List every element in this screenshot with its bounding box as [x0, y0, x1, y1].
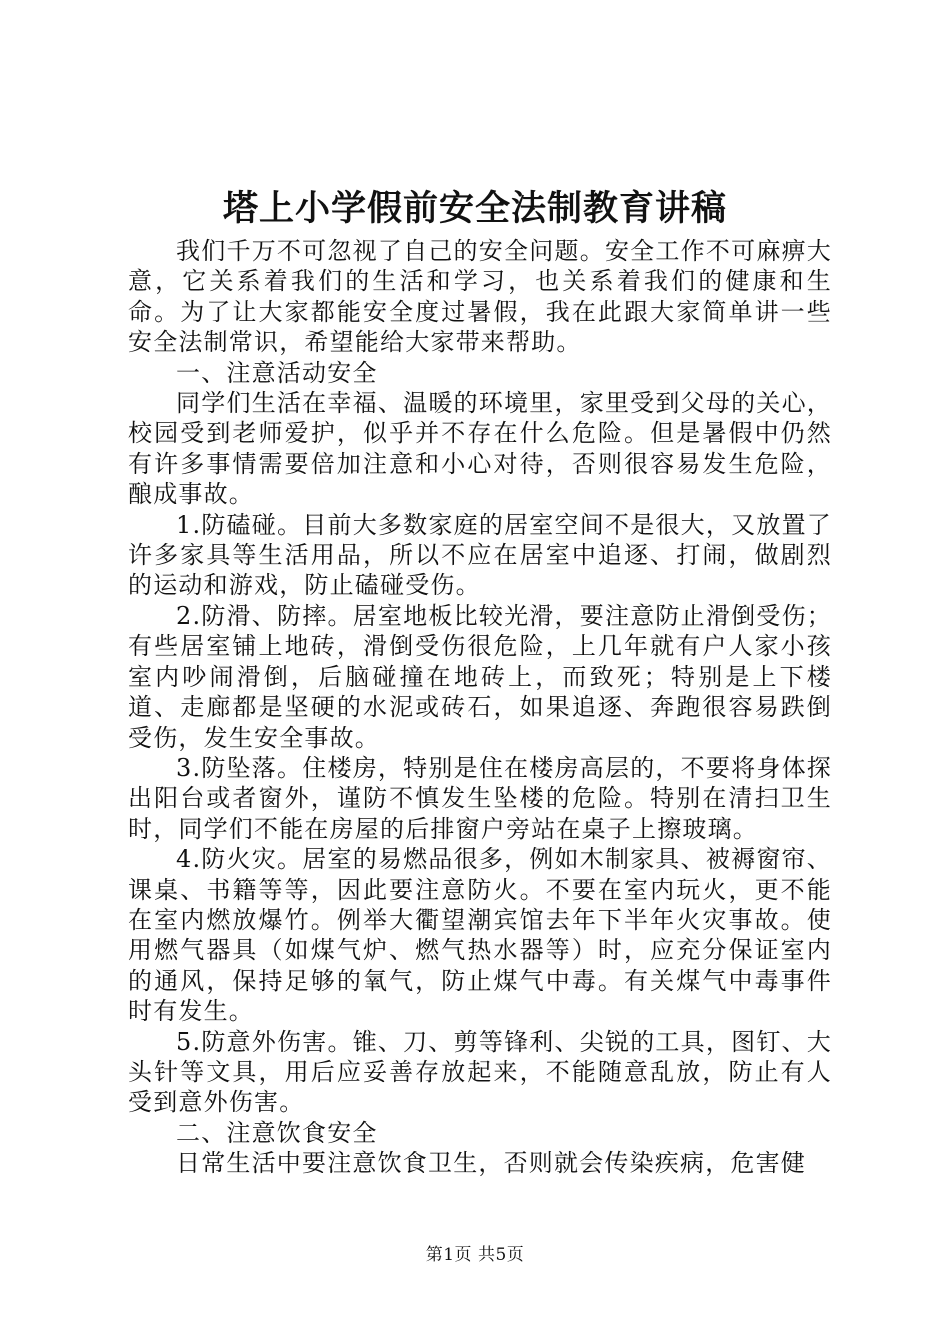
- section-intro-activity-safety: 同学们生活在幸福、温暖的环境里，家里受到父母的关心，校园受到老师爱护，似乎并不存在什么危险。但是暑假中仍然有许多事情需要倍加注意和小心对待，否则很容易发生危险，酿成事故。: [128, 389, 832, 509]
- section-intro-food-safety: 日常生活中要注意饮食卫生，否则就会传染疾病，危害健: [176, 1149, 806, 1178]
- section-heading-activity-safety: 一、注意活动安全: [176, 358, 378, 387]
- document-title: 塔上小学假前安全法制教育讲稿: [222, 189, 727, 229]
- section-heading-food-safety: 二、注意饮食安全: [176, 1118, 378, 1147]
- list-item-prevent-falls: 3.防坠落。住楼房，特别是住在楼房高层的，不要将身体探出阳台或者窗外，谨防不慎发生坠楼的危险。特别在清扫卫生时，同学们不能在房屋的后排窗户旁站在桌子上擦玻璃。: [128, 753, 832, 843]
- list-item-prevent-bumps: 1.防磕碰。目前大多数家庭的居室空间不是很大，又放置了许多家具等生活用品，所以不应在居室中追逐、打闹，做剧烈的运动和游戏，防止磕碰受伤。: [128, 510, 832, 600]
- intro-paragraph: 我们千万不可忽视了自己的安全问题。安全工作不可麻痹大意，它关系着我们的生活和学习，也关系着我们的健康和生命。为了让大家都能安全度过暑假，我在此跟大家简单讲一些安全法制常识，希望能给大家带来帮助。: [128, 237, 832, 357]
- list-item-prevent-slips: 2.防滑、防摔。居室地板比较光滑，要注意防止滑倒受伤；有些居室铺上地砖，滑倒受伤很危险，上几年就有户人家小孩室内吵闹滑倒，后脑碰撞在地砖上，而致死；特别是上下楼道、走廊都是坚硬的水泥或砖石，如果追逐、奔跑很容易跌倒受伤，发生安全事故。: [128, 601, 832, 752]
- list-item-prevent-fire: 4.防火灾。居室的易燃品很多，例如木制家具、被褥窗帘、课桌、书籍等等，因此要注意防火。不要在室内玩火，更不能在室内燃放爆竹。例举大衢望潮宾馆去年下半年火灾事故。使用燃气器具（如煤气炉、燃气热水器等）时，应充分保证室内的通风，保持足够的氧气，防止煤气中毒。有关煤气中毒事件时有发生。: [128, 845, 832, 1026]
- page-number-footer: 第1页 共5页: [425, 1245, 525, 1265]
- document-body: [128, 236, 832, 1179]
- list-item-prevent-injury: 5.防意外伤害。锥、刀、剪等锋利、尖锐的工具，图钉、大头针等文具，用后应妥善存放起来，不能随意乱放，防止有人受到意外伤害。: [128, 1027, 832, 1117]
